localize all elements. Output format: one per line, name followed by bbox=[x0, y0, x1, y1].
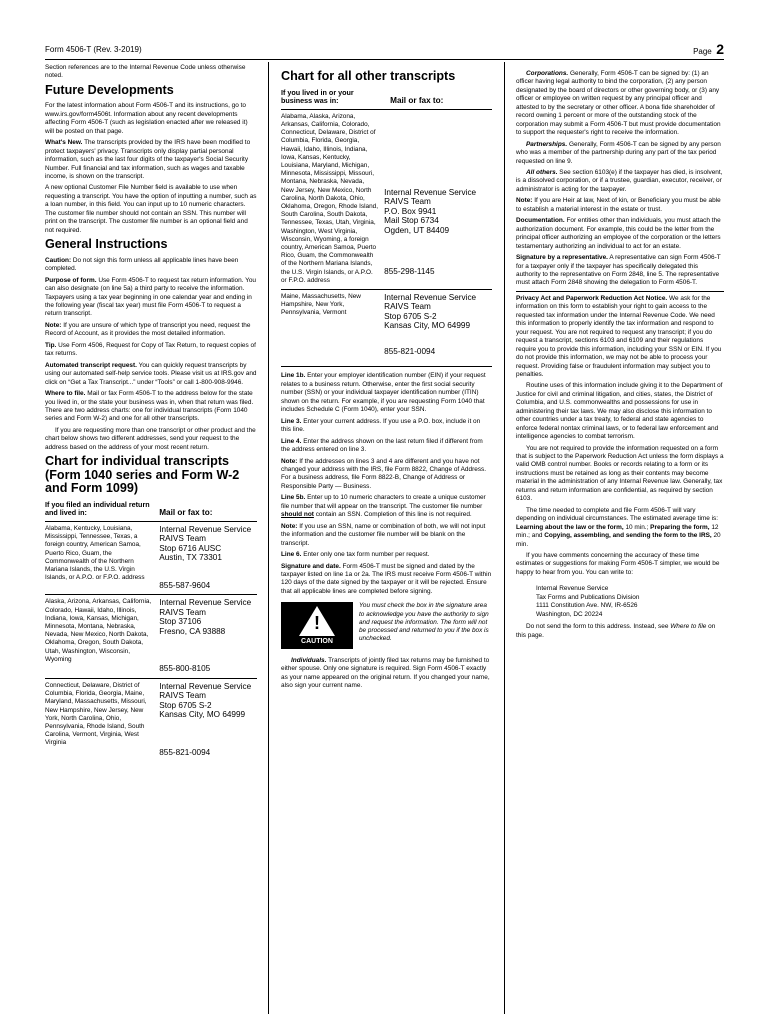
address-cell: Internal Revenue Service RAIVS Team Stop 6705 S-2 Kansas City, MO 64999 855-821-0094 bbox=[155, 678, 257, 761]
note2-para: Note: If you use an SSN, name or combination of both, we will not input the information and the customer file number will be blank on the transcript. bbox=[281, 522, 486, 547]
column-divider-left bbox=[268, 62, 269, 1014]
line1b-para: Line 1b. Enter your employer identification number (EIN) if your request relates to a business return. Otherwise, enter the first social security number (SSN) or your individual taxpayer identification number (ITIN) shown on the return. For example, if you are requesting Form 1040 that includes Schedule C (Form 1040), enter your SSN. bbox=[281, 372, 486, 414]
customer-file-para: A new optional Customer File Number field is available to use when requesting a transcript. You have the option of inputting a number, such as a loan number, in this field. You can input up to 10 numeric characters. The customer file number should not contain an SSN. This number will print on the transcript. The customer file number is an optional field and not required. bbox=[45, 184, 257, 234]
automated-para: Automated transcript request. You can quickly request transcripts by using our automated self-help service tools. Please visit us at IRS.gov and click on “Get a Tax Transcript...” under “Tools” or call 1-800-908-9946. bbox=[45, 361, 257, 386]
table-row bbox=[45, 678, 257, 761]
tip-para: Tip. Use Form 4506, Request for Copy of Tax Return, to request copies of tax returns. bbox=[45, 341, 256, 358]
caution-text: You must check the box in the signature area to acknowledge you have the authority to sign and request the information. The form will not be processed and returned to you if the box is unchecked. bbox=[359, 602, 489, 643]
fax-number: 855-821-0094 bbox=[384, 346, 436, 356]
documentation-para: Documentation. For entities other than individuals, you must attach the authorization document. For example, this could be the letter from the principal officer authorizing an employee of the corporation or the letters testamentary authorizing an individual to act for an estate. bbox=[516, 217, 721, 250]
address-cell: Internal Revenue Service RAIVS Team Stop 6716 AUSC Austin, TX 73301 855-587-9604 bbox=[155, 521, 257, 595]
fax-number: 855-821-0094 bbox=[159, 747, 211, 757]
comments-para: If you have comments concerning the accuracy of these time estimates or suggestions for making Form 4506-T simpler, we would be happy to hear from you. You can write to: bbox=[516, 552, 720, 576]
middle-column bbox=[281, 64, 492, 694]
time-estimate-para: The time needed to complete and file Form 4506-T will vary depending on individual circumstances. The estimated average time is: Learning about the law or the form, 10 min.; Preparing the form, 12 min.; and Copying, assembling, and sending the form to the IRS, 20 min. bbox=[516, 506, 721, 548]
fax-number: 855-587-9604 bbox=[159, 580, 211, 590]
states-cell: Maine, Massachusetts, New Hampshire, New York, Pennsylvania, Vermont bbox=[281, 289, 380, 366]
chart-other-table bbox=[281, 89, 492, 367]
address-cell: Internal Revenue Service RAIVS Team Stop 6705 S-2 Kansas City, MO 64999 855-821-0094 bbox=[380, 289, 492, 366]
table-row bbox=[281, 109, 492, 289]
header-rule bbox=[45, 59, 724, 60]
whats-new-para: What's New. The transcripts provided by the IRS have been modified to protect taxpayers' privacy. Transcripts only display partial personal information, such as the last four digits of the taxpayer's Social Security Number. Full financial and tax information, such as wages and taxable income, is shown on the transcript. bbox=[45, 139, 251, 181]
irs-address-block: Internal Revenue Service Tax Forms and Publications Division 1111 Constitution Ave. NW, IR-6526 Washington, DC 20224 bbox=[536, 585, 640, 618]
chart-other-col2-header: Mail or fax to: bbox=[390, 96, 444, 106]
column-divider-right bbox=[504, 62, 505, 1014]
states-cell: Alabama, Kentucky, Louisiana, Mississippi, Tennessee, Texas, a foreign country, American Samoa, Puerto Rico, Guam, the Commonwealth of the Northern Mariana Islands, the U.S. Virgin Islands, or A.P.O. or F.P.O. address bbox=[45, 521, 155, 595]
note-para: Note: If the addresses on lines 3 and 4 are different and you have not changed your address with the IRS, file Form 8822, Change of Address. For a business address, file Form 8822-B, Change of Address or Responsible Party — Business. bbox=[281, 457, 487, 490]
page-number: Page 2 bbox=[693, 41, 724, 57]
states-cell: Alabama, Alaska, Arizona, Arkansas, California, Colorado, Connecticut, Delaware, District of Columbia, Florida, Georgia, Hawaii, Idaho, Illinois, Indiana, Iowa, Kansas, Kentucky, Louisiana, Maryland, Michigan, Minnesota, Mississippi, Missouri, Montana, Nebraska, Nevada, New Jersey, New Mexico, North Carolina, North Dakota, Ohio, Oklahoma, Oregon, Rhode Island, South Carolina, South Dakota, Tennessee, Texas, Utah, Virginia, Washington, West Virginia, Wisconsin, Wyoming, a foreign country, American Samoa, Puerto Rico, Guam, the Commonwealth of the Northern Mariana Islands, the U.S. Virgin Islands, or A.P.O. or F.P.O. address bbox=[281, 109, 380, 289]
warning-triangle-icon: ! bbox=[299, 606, 335, 636]
privacy-para: Privacy Act and Paperwork Reduction Act Notice. We ask for the information on this form to establish your right to gain access to the requested tax information under the Internal Revenue Code. We need this information to properly identify the tax information and respond to your request. You are not required to request any transcript; if you do request a transcript, sections 6103 and 6109 and their regulations require you to provide this information, including your SSN or EIN. If you do not provide this information, we may not be able to process your request. Providing false or fraudulent information may subject you to penalties. bbox=[516, 294, 722, 378]
left-column bbox=[45, 64, 257, 761]
corporations-para: Corporations. Generally, Form 4506-T can be signed by: (1) an officer having legal authority to bind the corporation, (2) any person designated by the board of directors or other governing body, or (3) any officer or employee on written request by any principal officer and attested to by the secretary or other officer. A bona fide shareholder of record owning 1 percent or more of the outstanding stock of the corporation may submit a Form 4506-T but must provide documentation to support the requester's right to receive the information. bbox=[516, 70, 721, 137]
chart-individual-table bbox=[45, 501, 257, 762]
chart-individual-col2-header: Mail or fax to: bbox=[159, 508, 213, 518]
caution-para: Caution: Do not sign this form unless all applicable lines have been completed. bbox=[45, 256, 239, 273]
chart-other-col1-header: If you lived in or your business was in: bbox=[281, 87, 354, 106]
table-bottom-rule bbox=[281, 366, 492, 367]
line4-para: Line 4. Enter the address shown on the last return filed if different from the address entered on line 3. bbox=[281, 437, 483, 454]
table-row bbox=[45, 521, 257, 595]
states-cell: Connecticut, Delaware, District of Columbia, Florida, Georgia, Maine, Maryland, Massachusetts, Missouri, New Hampshire, New Jersey, New York, North Carolina, Ohio, Pennsylvania, Rhode Island, South Carolina, Vermont, Virginia, West Virginia bbox=[45, 678, 155, 761]
address-cell: Internal Revenue Service RAIVS Team Stop 37106 Fresno, CA 93888 855-800-8105 bbox=[155, 595, 257, 679]
chart-individual-heading: Chart for individual transcripts (Form 1040 series and Form W-2 and Form 1099) bbox=[45, 454, 240, 496]
chart-individual-col1-header: If you filed an individual return and lived in: bbox=[45, 499, 150, 518]
line5b-para: Line 5b. Enter up to 10 numeric characters to create a unique customer file number that will appear on the transcript. The customer file number should not contain an SSN. Completion of this line is not required. bbox=[281, 494, 486, 519]
caution-block bbox=[281, 602, 492, 648]
individuals-para: Individuals. Transcripts of jointly filed tax returns may be furnished to either spouse. Only one signature is required. Sign Form 4506-T exactly as your name appeared on the original return. If you changed your name, also sign your current name. bbox=[281, 656, 490, 690]
right-column bbox=[516, 70, 724, 643]
caution-label: CAUTION bbox=[301, 638, 333, 646]
not-required-para: You are not required to provide the information requested on a form that is subject to the Paperwork Reduction Act unless the form displays a valid OMB control number. Books or records relating to a form or its instructions must be retained as long as their contents may become material in the administration of any Internal Revenue law. Generally, tax returns and return information are confidential, as required by section 6103. bbox=[516, 444, 724, 503]
purpose-para: Purpose of form. Use Form 4506-T to request tax return information. You can also designate (on line 5a) a third party to receive the information. Taxpayers using a tax year beginning in one calendar year and ending in the following year (fiscal tax year) must file Form 4506-T to request a return transcript. bbox=[45, 276, 256, 318]
fax-number: 855-800-8105 bbox=[159, 664, 211, 674]
chart-other-heading: Chart for all other transcripts bbox=[281, 69, 456, 83]
future-text: For the latest information about Form 4506-T and its instructions, go to www.irs.gov/form4506t. Information about any recent developments affecting Form 4506-T (such as legislation enacted after we released it) will be posted on that page. bbox=[45, 102, 248, 135]
note-para: Note: If you are unsure of which type of transcript you need, request the Record of Account, as it provides the most detailed information. bbox=[45, 321, 251, 338]
where-to-file-para-2: If you are requesting more than one transcript or other product and the chart below shows two different addresses, send your request to the address based on the address of your most recent return. bbox=[45, 426, 256, 451]
partnerships-para: Partnerships. Generally, Form 4506-T can be signed by any person who was a member of the partnership during any part of the tax period requested on line 9. bbox=[516, 140, 721, 165]
note-para: Note: If you are Heir at law, Next of kin, or Beneficiary you must be able to establish a material interest in the estate or trust. bbox=[516, 197, 721, 213]
general-instructions-heading: General Instructions bbox=[45, 237, 168, 252]
section-rule bbox=[516, 291, 724, 292]
line3-para: Line 3. Enter your current address. If you use a P.O. box, include it on this line. bbox=[281, 417, 481, 434]
where-to-file-para: Where to file. Mail or fax Form 4506-T to the address below for the state you lived in, or the state your business was in, when that return was filed. There are two address charts: one for individual transcripts (Form 1040 series and Form W-2) and one for all other transcripts. bbox=[45, 390, 254, 423]
form-revision: Form 4506-T (Rev. 3-2019) bbox=[45, 45, 142, 54]
line6-para: Line 6. Enter only one tax form number per request. bbox=[281, 551, 430, 559]
caution-icon bbox=[281, 602, 353, 648]
signature-para: Signature and date. Form 4506-T must be signed and dated by the taxpayer listed on line 1a or 2a. The IRS must receive Form 4506-T within 120 days of the date signed by the taxpayer or it will be rejected. Ensure that all applicable lines are completed before signing. bbox=[281, 562, 492, 595]
all-others-para: All others. See section 6103(e) if the taxpayer has died, is insolvent, is a dissolved corporation, or if a trustee, guardian, executor, receiver, or administrator is acting for the taxpayer. bbox=[516, 168, 723, 193]
do-not-send-para: Do not send the form to this address. Instead, see Where to file on this page. bbox=[516, 623, 716, 639]
address-cell: Internal Revenue Service RAIVS Team P.O. Box 9941 Mail Stop 6734 Ogden, UT 84409 855-298-1145 bbox=[380, 109, 492, 289]
states-cell: Alaska, Arizona, Arkansas, California, Colorado, Hawaii, Idaho, Illinois, Indiana, Iowa, Kansas, Michigan, Minnesota, Montana, Nebraska, Nevada, New Mexico, North Dakota, Oklahoma, Oregon, South Dakota, Utah, Washington, Wisconsin, Wyoming bbox=[45, 595, 155, 679]
intro-text: Section references are to the Internal Revenue Code unless otherwise noted. bbox=[45, 64, 246, 80]
routine-uses-para: Routine uses of this information include giving it to the Department of Justice for civil and criminal litigation, and cities, states, the District of Columbia, and U.S. commonwealths and possessions for use in administering their tax laws. We may also disclose this information to other countries under a tax treaty, to federal and state agencies to enforce federal nontax criminal laws, or to federal law enforcement and intelligence agencies to combat terrorism. bbox=[516, 382, 723, 441]
fax-number: 855-298-1145 bbox=[384, 267, 435, 277]
representative-para: Signature by a representative. A representative can sign Form 4506-T for a taxpayer only if the taxpayer has specifically delegated this authority to the representative on Form 2848, line 5. The representative must attach Form 2848 showing the delegation to Form 4506-T. bbox=[516, 254, 721, 287]
future-heading: Future Developments bbox=[45, 82, 174, 97]
table-row bbox=[281, 289, 492, 366]
table-row bbox=[45, 595, 257, 679]
